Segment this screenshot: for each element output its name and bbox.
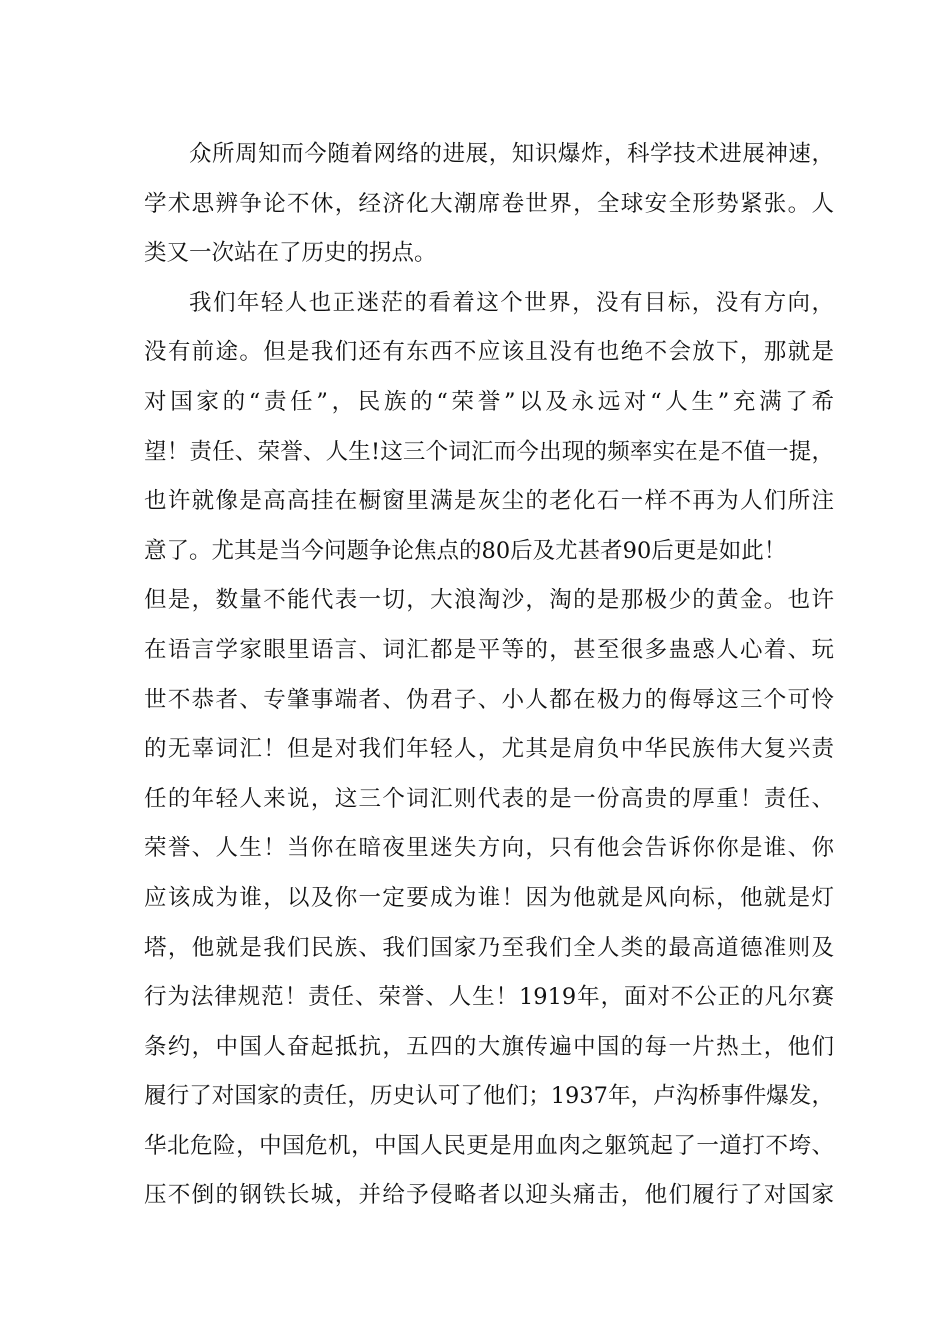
text-line: 塔，他就是我们民族、我们国家乃至我们全人类的最高道德准则及 [144,934,834,961]
paragraph-1 [144,130,834,279]
text-line: 意了。尤其是当今问题争论焦点的80后及尤甚者90后更是如此！ [144,537,787,564]
text-line: 望！责任、荣誉、人生!这三个词汇而今出现的频率实在是不值一提， [144,438,834,465]
text-line: 类又一次站在了历史的拐点。 [144,240,437,267]
document-body [144,130,834,1221]
text-line: 但是，数量不能代表一切，大浪淘沙，淘的是那极少的黄金。也许 [144,587,834,614]
text-line: 履行了对国家的责任，历史认可了他们；1937年，卢沟桥事件爆发， [144,1083,834,1110]
paragraph-2 [144,279,834,1221]
text-line: 也许就像是高高挂在橱窗里满是灰尘的老化石一样不再为人们所注 [144,488,834,515]
text-line: 荣誉、人生！当你在暗夜里迷失方向，只有他会告诉你你是谁、你 [144,835,834,862]
text-line: 我们年轻人也正迷茫的看着这个世界，没有目标，没有方向， [189,289,834,316]
text-line: 华北危险，中国危机，中国人民更是用血肉之躯筑起了一道打不垮、 [144,1132,834,1159]
text-line: 学术思辨争论不休，经济化大潮席卷世界，全球安全形势紧张。人 [144,190,834,217]
text-line: 世不恭者、专肇事端者、伪君子、小人都在极力的侮辱这三个可怜 [144,686,834,713]
text-line: 众所周知而今随着网络的进展，知识爆炸，科学技术进展神速， [189,141,834,167]
text-line: 的无辜词汇！但是对我们年轻人，尤其是肩负中华民族伟大复兴责 [144,736,834,763]
text-line: 条约，中国人奋起抵抗，五四的大旗传遍中国的每一片热土，他们 [144,1033,834,1060]
text-line: 应该成为谁，以及你一定要成为谁！因为他就是风向标，他就是灯 [144,884,834,911]
text-line: 对国家的“责任”，民族的“荣誉”以及永远对“人生”充满了希 [144,388,834,415]
text-line: 没有前途。但是我们还有东西不应该且没有也绝不会放下，那就是 [144,339,834,366]
text-line: 在语言学家眼里语言、词汇都是平等的，甚至很多蛊惑人心着、玩 [144,636,834,663]
text-line: 压不倒的钢铁长城，并给予侵略者以迎头痛击，他们履行了对国家 [144,1182,834,1209]
text-line: 行为法律规范！责任、荣誉、人生！1919年，面对不公正的凡尔赛 [144,984,834,1011]
text-line: 任的年轻人来说，这三个词汇则代表的是一份高贵的厚重！责任、 [144,785,834,812]
